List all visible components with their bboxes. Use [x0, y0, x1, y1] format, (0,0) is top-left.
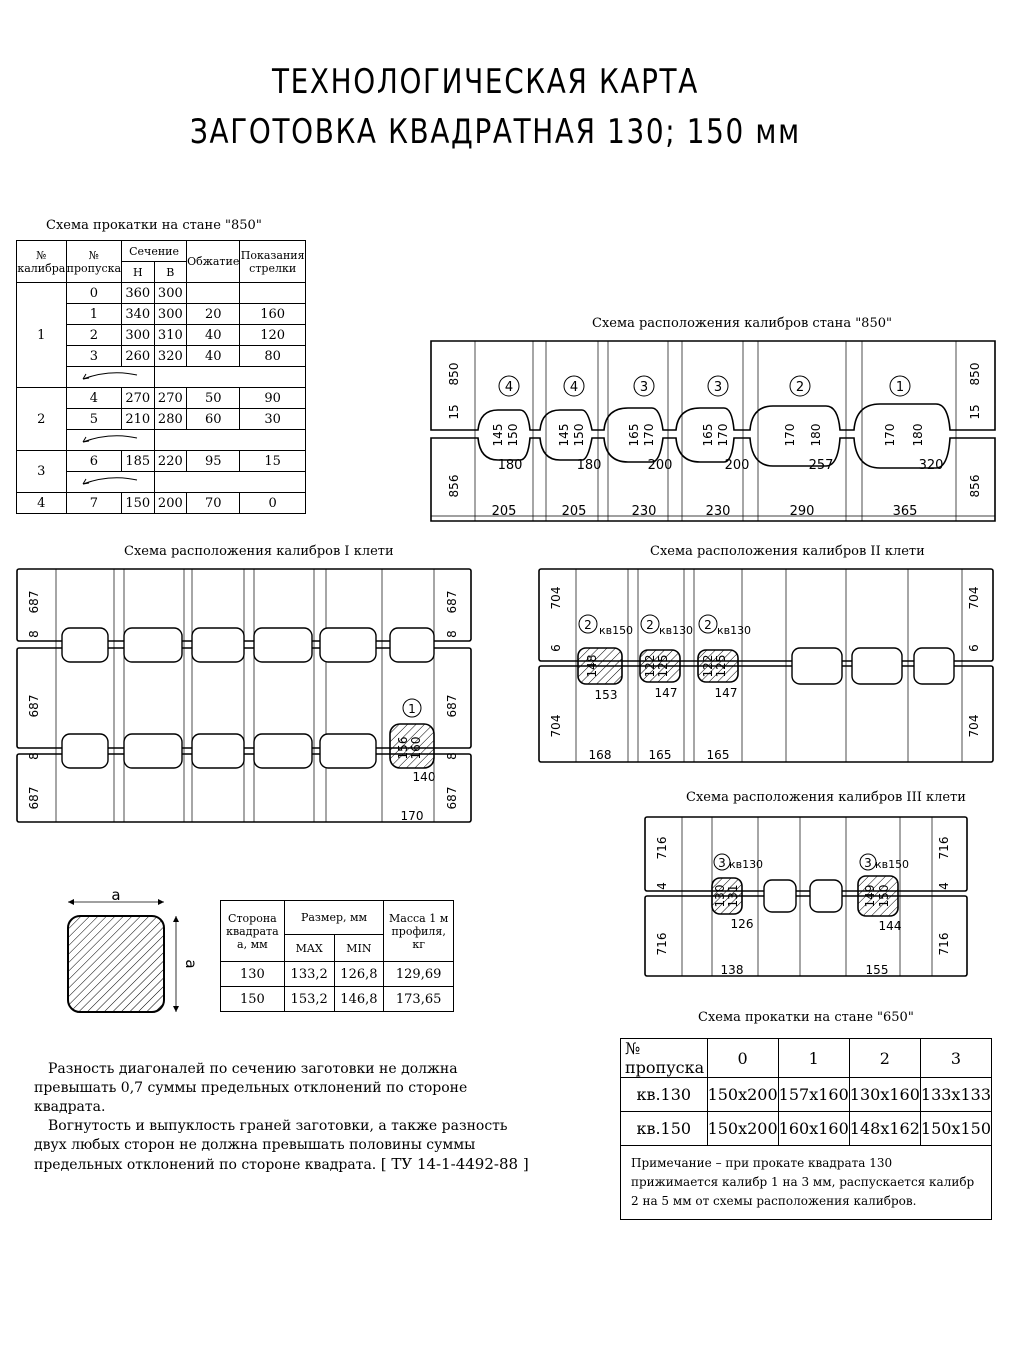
height-label: 156 [396, 736, 410, 760]
value-cell: 133x133 [920, 1078, 991, 1112]
width-label: 200 [647, 458, 673, 473]
diameter: 704 [549, 714, 563, 738]
diameter: 687 [445, 694, 459, 718]
turn-arrow [66, 367, 154, 388]
stand1-diagram [14, 566, 474, 828]
pass-num: 4 [569, 380, 579, 395]
value-cell: 148x162 [849, 1112, 920, 1146]
height-label: 150 [877, 884, 891, 908]
value-cell: 150x150 [920, 1112, 991, 1146]
diameter-bottom: 856 [447, 474, 461, 498]
row-label: кв.130 [621, 1078, 708, 1112]
height-label: 170 [716, 423, 730, 447]
pitch-label: 170 [400, 809, 424, 823]
value-cell: 130x160 [849, 1078, 920, 1112]
turn-arrow-icon [75, 472, 145, 488]
caliber-label: кв150 [598, 624, 634, 637]
height-label: 125 [656, 654, 670, 678]
width-label: 144 [878, 919, 902, 933]
height-label: 145 [557, 423, 571, 447]
pass-cell: 5 [66, 409, 121, 430]
width-label: 153 [594, 688, 618, 702]
hdr-pass-label: № пропуска [621, 1039, 708, 1078]
caliber-cell: 2 [17, 388, 67, 451]
mill850-table [16, 240, 306, 514]
hdr-b: В [154, 262, 187, 283]
b-cell: 280 [154, 409, 187, 430]
diameter: 687 [27, 786, 41, 810]
turn-arrow-icon [75, 367, 145, 383]
pass-num: 1 [408, 702, 416, 716]
height-label: 170 [783, 423, 797, 447]
square-section-sketch [60, 886, 200, 1020]
max-cell: 153,2 [284, 987, 334, 1012]
hdr-caliber: № калибра [17, 241, 67, 283]
mass-cell: 129,69 [384, 962, 454, 987]
hdr-pass: № пропуска [66, 241, 121, 283]
h-cell: 260 [122, 346, 155, 367]
pass-num: 2 [584, 618, 592, 632]
turn-arrow [66, 472, 154, 493]
pass-num: 1 [895, 380, 905, 395]
height-label: 170 [642, 423, 656, 447]
pass-num: 2 [646, 618, 654, 632]
b-cell: 300 [154, 283, 187, 304]
reduction-cell: 95 [187, 451, 240, 472]
pass-cell: 0 [66, 283, 121, 304]
caliber-cell: 1 [17, 283, 67, 388]
pass-num-cell: 3 [920, 1039, 991, 1078]
indicator-cell: 90 [240, 388, 306, 409]
value-cell: 157x160 [778, 1078, 849, 1112]
b-cell: 320 [154, 346, 187, 367]
height-label: 180 [809, 423, 823, 447]
reduction-cell: 20 [187, 304, 240, 325]
gap-label: 4 [937, 882, 951, 890]
pitch-label: 138 [720, 963, 744, 977]
mill850-caption: Схема прокатки на стане "850" [46, 218, 262, 233]
title-line-2: ЗАГОТОВКА КВАДРАТНАЯ 130; 150 мм [190, 112, 801, 152]
caliber-label: кв150 [874, 858, 910, 871]
indicator-cell: 30 [240, 409, 306, 430]
mill650-table [620, 1038, 992, 1220]
width-label: 200 [724, 458, 750, 473]
side-label-a: a [111, 886, 121, 904]
width-label: 126 [730, 917, 754, 931]
diameter-top: 850 [447, 362, 461, 386]
height-label: 170 [883, 423, 897, 447]
h-cell: 360 [122, 283, 155, 304]
caliber-cell: 4 [17, 493, 67, 514]
pitch-label: 290 [789, 504, 815, 519]
diameter-top: 850 [968, 362, 982, 386]
reduction-cell: 50 [187, 388, 240, 409]
side-label-a: a [182, 959, 200, 969]
pass-num-cell: 2 [849, 1039, 920, 1078]
gap-label: 4 [655, 882, 669, 890]
side-cell: 150 [221, 987, 285, 1012]
caliber-cell: 3 [17, 451, 67, 493]
b-cell: 300 [154, 304, 187, 325]
width-label: 147 [654, 686, 678, 700]
pass-num: 3 [639, 380, 649, 395]
mass-cell: 173,65 [384, 987, 454, 1012]
hdr-min: MIN [334, 935, 384, 962]
pitch-label: 165 [706, 748, 730, 762]
height-label: 150 [572, 423, 586, 447]
width-label: 140 [412, 770, 436, 784]
caliber-label: кв130 [728, 858, 764, 871]
indicator-cell [240, 283, 306, 304]
pitch-label: 165 [648, 748, 672, 762]
diameter-bottom: 856 [968, 474, 982, 498]
h-cell: 185 [122, 451, 155, 472]
indicator-cell: 120 [240, 325, 306, 346]
rolls850-caption: Схема расположения калибров стана "850" [592, 316, 892, 331]
stand3-caption: Схема расположения калибров III клети [686, 790, 966, 805]
height-label: 149 [863, 884, 877, 908]
height-label: 160 [409, 736, 423, 760]
note-diagonals: Разность диагоналей по сечению заготовки не должна превышать 0,7 суммы предельных отклонений по стороне квадрата. [34, 1061, 468, 1115]
indicator-cell: 160 [240, 304, 306, 325]
b-cell: 310 [154, 325, 187, 346]
pass-num-cell: 0 [707, 1039, 778, 1078]
pass-cell: 7 [66, 493, 121, 514]
gap-label: 8 [445, 630, 459, 638]
gap-label: 6 [549, 644, 563, 652]
width-label: 147 [714, 686, 738, 700]
hdr-indicator: Показания стрелки [240, 241, 306, 283]
gap-label: 8 [27, 752, 41, 760]
pass-num: 2 [704, 618, 712, 632]
stand1-caption: Схема расположения калибров I клети [124, 544, 394, 559]
pitch-label: 365 [892, 504, 918, 519]
height-label: 130 [713, 884, 727, 908]
gap-label: 15 [968, 404, 982, 420]
pitch-label: 205 [561, 504, 587, 519]
hdr-mass: Масса 1 м профиля, кг [384, 901, 454, 962]
caliber-label: кв130 [658, 624, 694, 637]
diameter: 704 [549, 586, 563, 610]
hdr-section: Сечение [122, 241, 187, 262]
height-label: 131 [726, 884, 740, 908]
diameter: 716 [655, 836, 669, 860]
pitch-label: 155 [865, 963, 889, 977]
pass-cell: 3 [66, 346, 121, 367]
h-cell: 150 [122, 493, 155, 514]
diameter: 687 [27, 590, 41, 614]
turn-arrow [66, 430, 154, 451]
height-label: 165 [627, 423, 641, 447]
row-label: кв.150 [621, 1112, 708, 1146]
height-label: 150 [506, 423, 520, 447]
h-cell: 210 [122, 409, 155, 430]
turn-arrow-icon [75, 430, 145, 446]
b-cell: 200 [154, 493, 187, 514]
diameter: 716 [655, 932, 669, 956]
square-size-table [220, 900, 454, 1012]
h-cell: 270 [122, 388, 155, 409]
reduction-cell: 60 [187, 409, 240, 430]
value-cell: 150x200 [707, 1078, 778, 1112]
value-cell: 150x200 [707, 1112, 778, 1146]
gap-label: 15 [447, 404, 461, 420]
rolls850-diagram [428, 338, 998, 528]
pass-cell: 6 [66, 451, 121, 472]
pass-num: 3 [718, 856, 726, 870]
quality-notes [34, 1060, 534, 1175]
note-convexity: Вогнутость и выпуклость граней заготовки, а также разность двух любых сторон не должна превышать половины суммы предельных отклонений по стороне квадрата. [34, 1118, 508, 1173]
stand2-diagram [536, 566, 996, 766]
indicator-cell: 15 [240, 451, 306, 472]
mill650-note: Примечание – при прокате квадрата 130 прижимается калибр 1 на 3 мм, распускается калибр 2 на 5 мм от схемы расположения калибров. [621, 1146, 992, 1220]
width-label: 320 [918, 458, 944, 473]
h-cell: 300 [122, 325, 155, 346]
indicator-cell: 0 [240, 493, 306, 514]
h-cell: 340 [122, 304, 155, 325]
caliber-label: кв130 [716, 624, 752, 637]
b-cell: 270 [154, 388, 187, 409]
height-label: 145 [491, 423, 505, 447]
mill650-caption: Схема прокатки на стане "650" [698, 1010, 914, 1025]
width-label: 180 [497, 458, 523, 473]
pitch-label: 168 [588, 748, 612, 762]
hdr-size: Размер, мм [284, 901, 384, 935]
reduction-cell: 40 [187, 325, 240, 346]
diameter: 687 [27, 694, 41, 718]
diameter: 716 [937, 836, 951, 860]
diameter: 716 [937, 932, 951, 956]
height-label: 125 [714, 654, 728, 678]
value-cell: 160x160 [778, 1112, 849, 1146]
height-label: 180 [911, 423, 925, 447]
reduction-cell [187, 283, 240, 304]
height-label: 165 [701, 423, 715, 447]
height-label: 122 [701, 654, 715, 678]
diameter: 704 [967, 586, 981, 610]
stand3-diagram [642, 814, 972, 980]
gap-label: 8 [445, 752, 459, 760]
standard-ref: [ ТУ 14-1-4492-88 ] [380, 1155, 529, 1173]
pass-num-cell: 1 [778, 1039, 849, 1078]
pass-num: 3 [713, 380, 723, 395]
pass-num: 2 [795, 380, 805, 395]
width-label: 257 [808, 458, 834, 473]
width-label: 180 [576, 458, 602, 473]
b-cell: 220 [154, 451, 187, 472]
hdr-side: Сторона квадрата а, мм [221, 901, 285, 962]
reduction-cell: 40 [187, 346, 240, 367]
pass-num: 3 [864, 856, 872, 870]
max-cell: 133,2 [284, 962, 334, 987]
min-cell: 146,8 [334, 987, 384, 1012]
hdr-h: Н [122, 262, 155, 283]
pitch-label: 230 [631, 504, 657, 519]
pass-num: 4 [504, 380, 514, 395]
pass-cell: 4 [66, 388, 121, 409]
pass-cell: 1 [66, 304, 121, 325]
pitch-label: 230 [705, 504, 731, 519]
stand2-caption: Схема расположения калибров II клети [650, 544, 925, 559]
side-cell: 130 [221, 962, 285, 987]
pitch-label: 205 [491, 504, 517, 519]
diameter: 704 [967, 714, 981, 738]
diameter: 687 [445, 590, 459, 614]
diameter: 687 [445, 786, 459, 810]
gap-label: 8 [27, 630, 41, 638]
reduction-cell: 70 [187, 493, 240, 514]
hdr-max: MAX [284, 935, 334, 962]
height-label: 122 [643, 654, 657, 678]
height-label: 148 [585, 654, 599, 678]
pass-cell: 2 [66, 325, 121, 346]
indicator-cell: 80 [240, 346, 306, 367]
gap-label: 6 [967, 644, 981, 652]
title-line-1: ТЕХНОЛОГИЧЕСКАЯ КАРТА [272, 62, 699, 102]
hdr-reduction: Обжатие [187, 241, 240, 283]
min-cell: 126,8 [334, 962, 384, 987]
